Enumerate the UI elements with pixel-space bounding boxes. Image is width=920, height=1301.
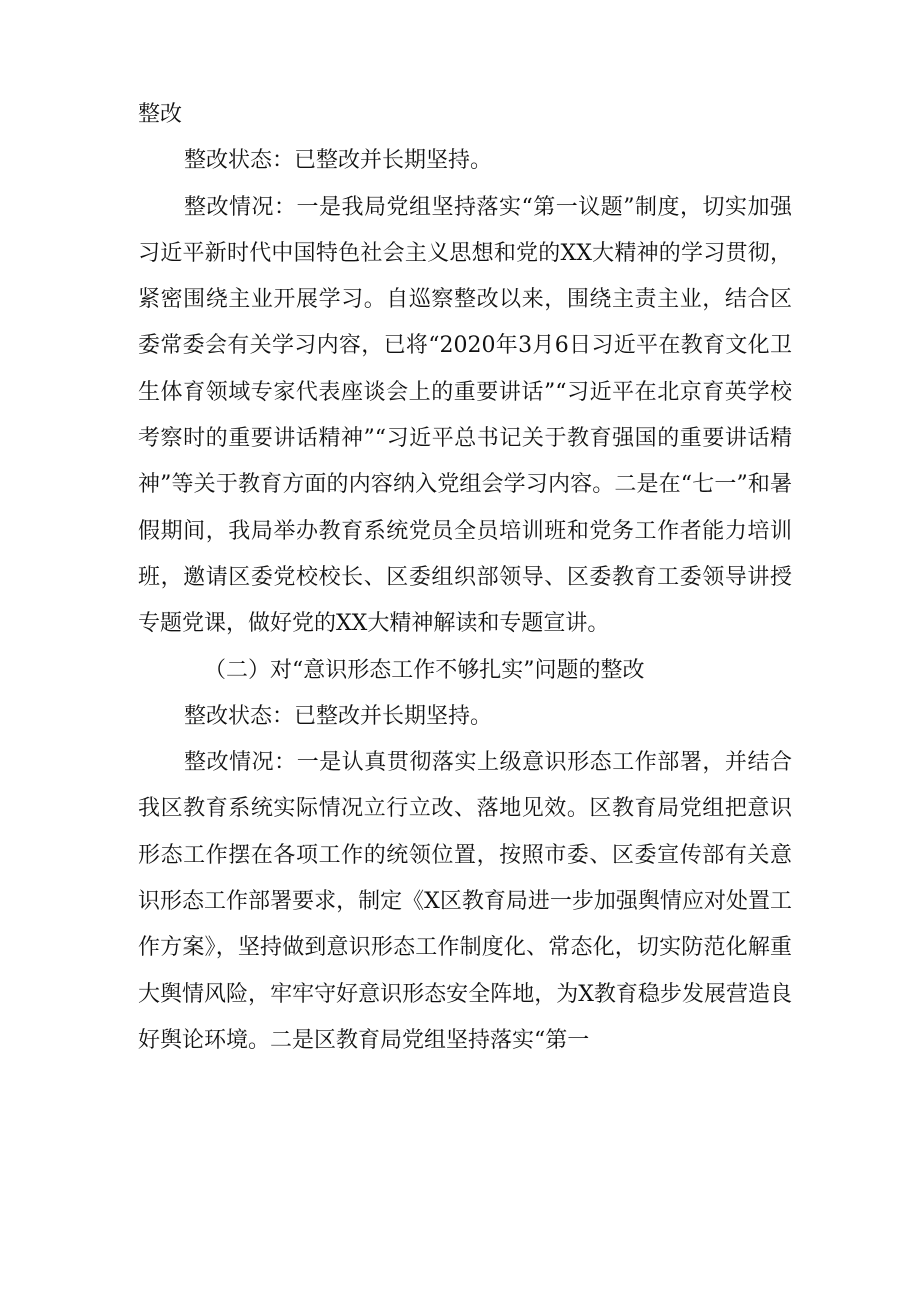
document-body bbox=[138, 92, 792, 1064]
section-heading-2: （二）对“意识形态工作不够扎实”问题的整改 bbox=[204, 657, 645, 683]
rectification-details-1: 整改情况：一是我局党组坚持落实“第一议题”制度，切实加强习近平新时代中国特色社会主义思想和党的XX大精神的学习贯彻，紧密围绕主业开展学习。自巡察整改以来，围绕主责主业，结合区委常委会有关学习内容，已将“2020年3月6日习近平在教育文化卫生体育领域专家代表座谈会上的重要讲话”“习近平在北京育英学校考察时的重要讲话精神”“习近平总书记关于教育强国的重要讲话精神”等关于教育方面的内容纳入党组会学习内容。二是在“七一”和暑假期间，我局举办教育系统党员全员培训班和党务工作者能力培训班，邀请区委党校校长、区委组织部领导、区委教育工委领导讲授专题党课，做好党的XX大精神解读和专题宣讲。 bbox=[138, 194, 792, 637]
paragraph-continuation: 整改 bbox=[138, 102, 183, 127]
rectification-details-2: 整改情况：一是认真贯彻落实上级意识形态工作部署，并结合我区教育系统实际情况立行立改、落地见效。区教育局党组把意识形态工作摆在各项工作的统领位置，按照市委、区委宣传部有关意识形态工作部署要求，制定《X区教育局进一步加强舆情应对处置工作方案》，坚持做到意识形态工作制度化、常态化，切实防范化解重大舆情风险，牢牢守好意识形态安全阵地，为X教育稳步发展营造良好舆论环境。二是区教育局党组坚持落实“第一 bbox=[138, 750, 792, 1053]
rectification-status-2: 整改状态：已整改并长期坚持。 bbox=[184, 703, 493, 729]
rectification-status-1: 整改状态：已整改并长期坚持。 bbox=[184, 148, 493, 174]
